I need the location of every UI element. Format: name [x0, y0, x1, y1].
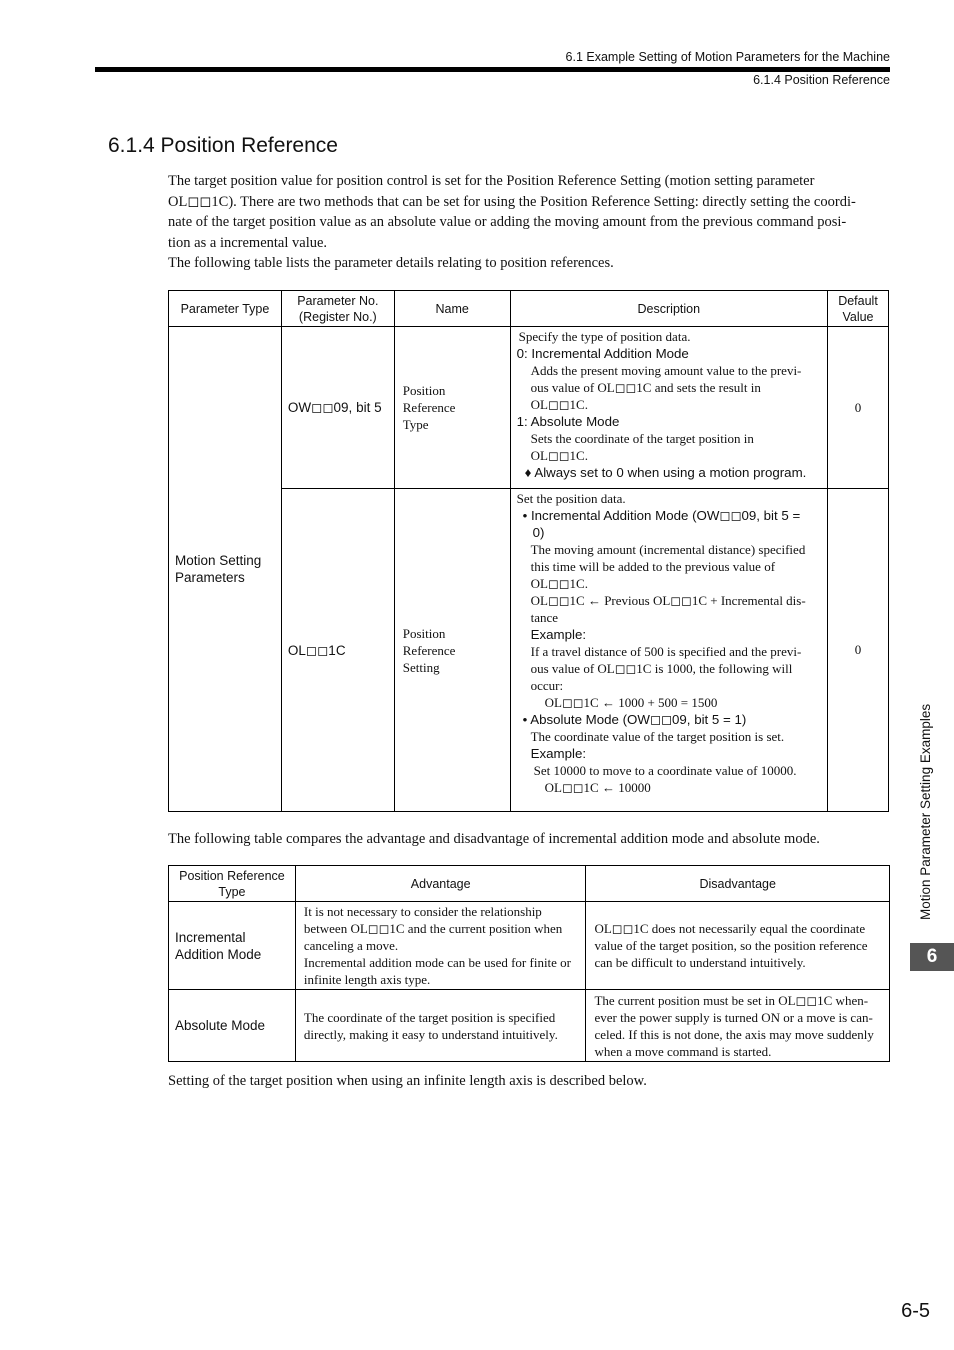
parameter-no-cell: OW◻◻09, bit 5	[281, 327, 394, 489]
desc-line: 0)	[532, 525, 545, 540]
parameter-type-line2: Parameters	[175, 570, 245, 585]
header-disadvantage: Disadvantage	[586, 866, 890, 902]
comparison-table-header-row	[169, 866, 890, 902]
desc-line: • Incremental Addition Mode (OW◻◻09, bit 5 =	[522, 508, 801, 523]
name-line: Reference	[402, 642, 456, 658]
default-value-cell: 0	[828, 489, 889, 812]
running-header-section: 6.1 Example Setting of Motion Parameters for the Machine	[565, 50, 890, 64]
cell-line: ever the power supply is turned ON or a move is can-	[594, 1009, 873, 1025]
parameter-table	[168, 290, 889, 812]
header-parameter-type: Parameter Type	[169, 291, 282, 327]
header-advantage: Advantage	[295, 866, 586, 902]
compare-intro: The following table compares the advantage and disadvantage of incremental addition mode and absolute mode.	[168, 831, 820, 847]
desc-line: OL◻◻1C ← 10000	[544, 780, 651, 795]
header-type-line1: Position Reference	[179, 868, 285, 883]
intro-table-lead: The following table lists the parameter details relating to position references.	[168, 255, 614, 271]
header-position-reference-type	[169, 866, 296, 902]
parameter-type-line1: Motion Setting	[175, 553, 262, 568]
closing-paragraph: Setting of the target position when using an infinite length axis is described below.	[168, 1073, 647, 1089]
desc-line: OL◻◻1C ← 1000 + 500 = 1500	[544, 695, 718, 710]
desc-line: Set the position data.	[516, 491, 626, 506]
disadvantage-cell	[586, 902, 890, 990]
header-description: Description	[510, 291, 827, 327]
running-header-subsection: 6.1.4 Position Reference	[753, 73, 890, 87]
intro-line: OL◻◻1C). There are two methods that can be set for using the Position Reference Setting: directly setting the coordi-	[168, 193, 856, 210]
desc-line: The moving amount (incremental distance) specified	[530, 542, 806, 557]
cell-line: directly, making it easy to understand intuitively.	[303, 1026, 558, 1042]
type-line2: Addition Mode	[175, 946, 262, 962]
cell-line: It is not necessary to consider the relationship	[303, 904, 542, 919]
name-line: Type	[402, 417, 429, 432]
advantage-cell	[295, 902, 586, 990]
parameter-name-cell	[394, 489, 510, 812]
header-rule	[95, 67, 890, 72]
cell-line: OL◻◻1C does not necessarily equal the coordinate	[594, 921, 866, 936]
name-line: Position	[402, 383, 446, 398]
parameter-name-cell	[394, 327, 510, 489]
cell-line: infinite length axis type.	[303, 972, 431, 987]
header-default-line2: Value	[842, 309, 874, 324]
desc-line: • Absolute Mode (OW◻◻09, bit 5 = 1)	[522, 712, 747, 727]
cell-line: The current position must be set in OL◻◻1C when-	[594, 992, 869, 1008]
desc-line: OL◻◻1C.	[530, 397, 588, 412]
cell-line: when a move command is started.	[594, 1043, 772, 1059]
desc-note: ♦ Always set to 0 when using a motion program.	[524, 465, 807, 480]
section-title: 6.1.4 Position Reference	[108, 134, 338, 157]
intro-line: tion as a incremental value.	[168, 234, 328, 251]
desc-line: 1: Absolute Mode	[516, 414, 620, 429]
advantage-cell	[295, 990, 586, 1062]
comparison-table	[168, 865, 890, 1062]
cell-line: canceling a move.	[303, 938, 399, 953]
header-parameter-no	[281, 291, 394, 327]
description-cell	[510, 489, 827, 812]
disadvantage-cell	[586, 990, 890, 1062]
cell-line: between OL◻◻1C and the current position when	[303, 921, 563, 936]
table-row	[169, 327, 889, 489]
desc-line: OL◻◻1C ← Previous OL◻◻1C + Incremental dis-	[530, 593, 806, 608]
name-line: Position	[402, 625, 446, 641]
page-number: 6-5	[901, 1300, 930, 1322]
desc-line: 0: Incremental Addition Mode	[516, 346, 689, 361]
header-default-line1: Default	[838, 293, 878, 308]
cell-line: value of the target position, so the position reference	[594, 938, 868, 953]
chapter-side-label: Motion Parameter Setting Examples	[918, 703, 933, 920]
header-parameter-no-line1: Parameter No.	[297, 293, 379, 308]
cell-line: The coordinate of the target position is specified	[303, 1009, 556, 1025]
desc-line: If a travel distance of 500 is specified and the previ-	[530, 644, 802, 659]
name-line: Reference	[402, 400, 456, 415]
desc-line: Example:	[530, 746, 587, 761]
name-line: Setting	[402, 659, 440, 675]
desc-line: The coordinate value of the target position is set.	[530, 729, 785, 744]
header-default-value	[828, 291, 889, 327]
header-type-line2: Type	[218, 884, 246, 899]
desc-line: Specify the type of position data.	[518, 329, 691, 344]
type-line1: Incremental	[175, 929, 246, 945]
desc-line: occur:	[530, 678, 564, 693]
desc-line: this time will be added to the previous value of	[530, 559, 776, 574]
description-cell	[510, 327, 827, 489]
table-row	[169, 990, 890, 1062]
cell-line: can be difficult to understand intuitively.	[594, 955, 806, 970]
desc-line: ous value of OL◻◻1C is 1000, the following will	[530, 661, 793, 676]
parameter-table-header-row	[169, 291, 889, 327]
desc-line: OL◻◻1C.	[530, 448, 588, 463]
intro-line: The target position value for position control is set for the Position Reference Setting (motion setting parameter	[168, 173, 815, 189]
chapter-number-tab: 6	[910, 943, 954, 971]
header-parameter-no-line2: (Register No.)	[298, 309, 377, 324]
intro-line: nate of the target position value as an absolute value or adding the moving amount from the previous command posi-	[168, 214, 847, 230]
desc-line: tance	[530, 610, 559, 625]
desc-line: OL◻◻1C.	[530, 576, 588, 591]
desc-line: Example:	[530, 627, 587, 642]
intro-paragraph	[168, 171, 890, 274]
default-value-cell: 0	[828, 327, 889, 489]
parameter-type-cell	[169, 327, 282, 812]
desc-line: Set 10000 to move to a coordinate value of 10000.	[533, 763, 797, 778]
desc-line: Sets the coordinate of the target position in	[530, 431, 754, 446]
desc-line: ous value of OL◻◻1C and sets the result in	[530, 380, 761, 395]
header-name: Name	[394, 291, 510, 327]
desc-line: Adds the present moving amount value to the previ-	[530, 363, 802, 378]
table-row	[169, 902, 890, 990]
cell-line: celed. If this is not done, the axis may move suddenly	[594, 1026, 874, 1042]
type-cell	[169, 902, 296, 990]
cell-line: Incremental addition mode can be used for finite or	[303, 955, 572, 970]
type-cell: Absolute Mode	[169, 990, 296, 1062]
parameter-no-cell: OL◻◻1C	[281, 489, 394, 812]
